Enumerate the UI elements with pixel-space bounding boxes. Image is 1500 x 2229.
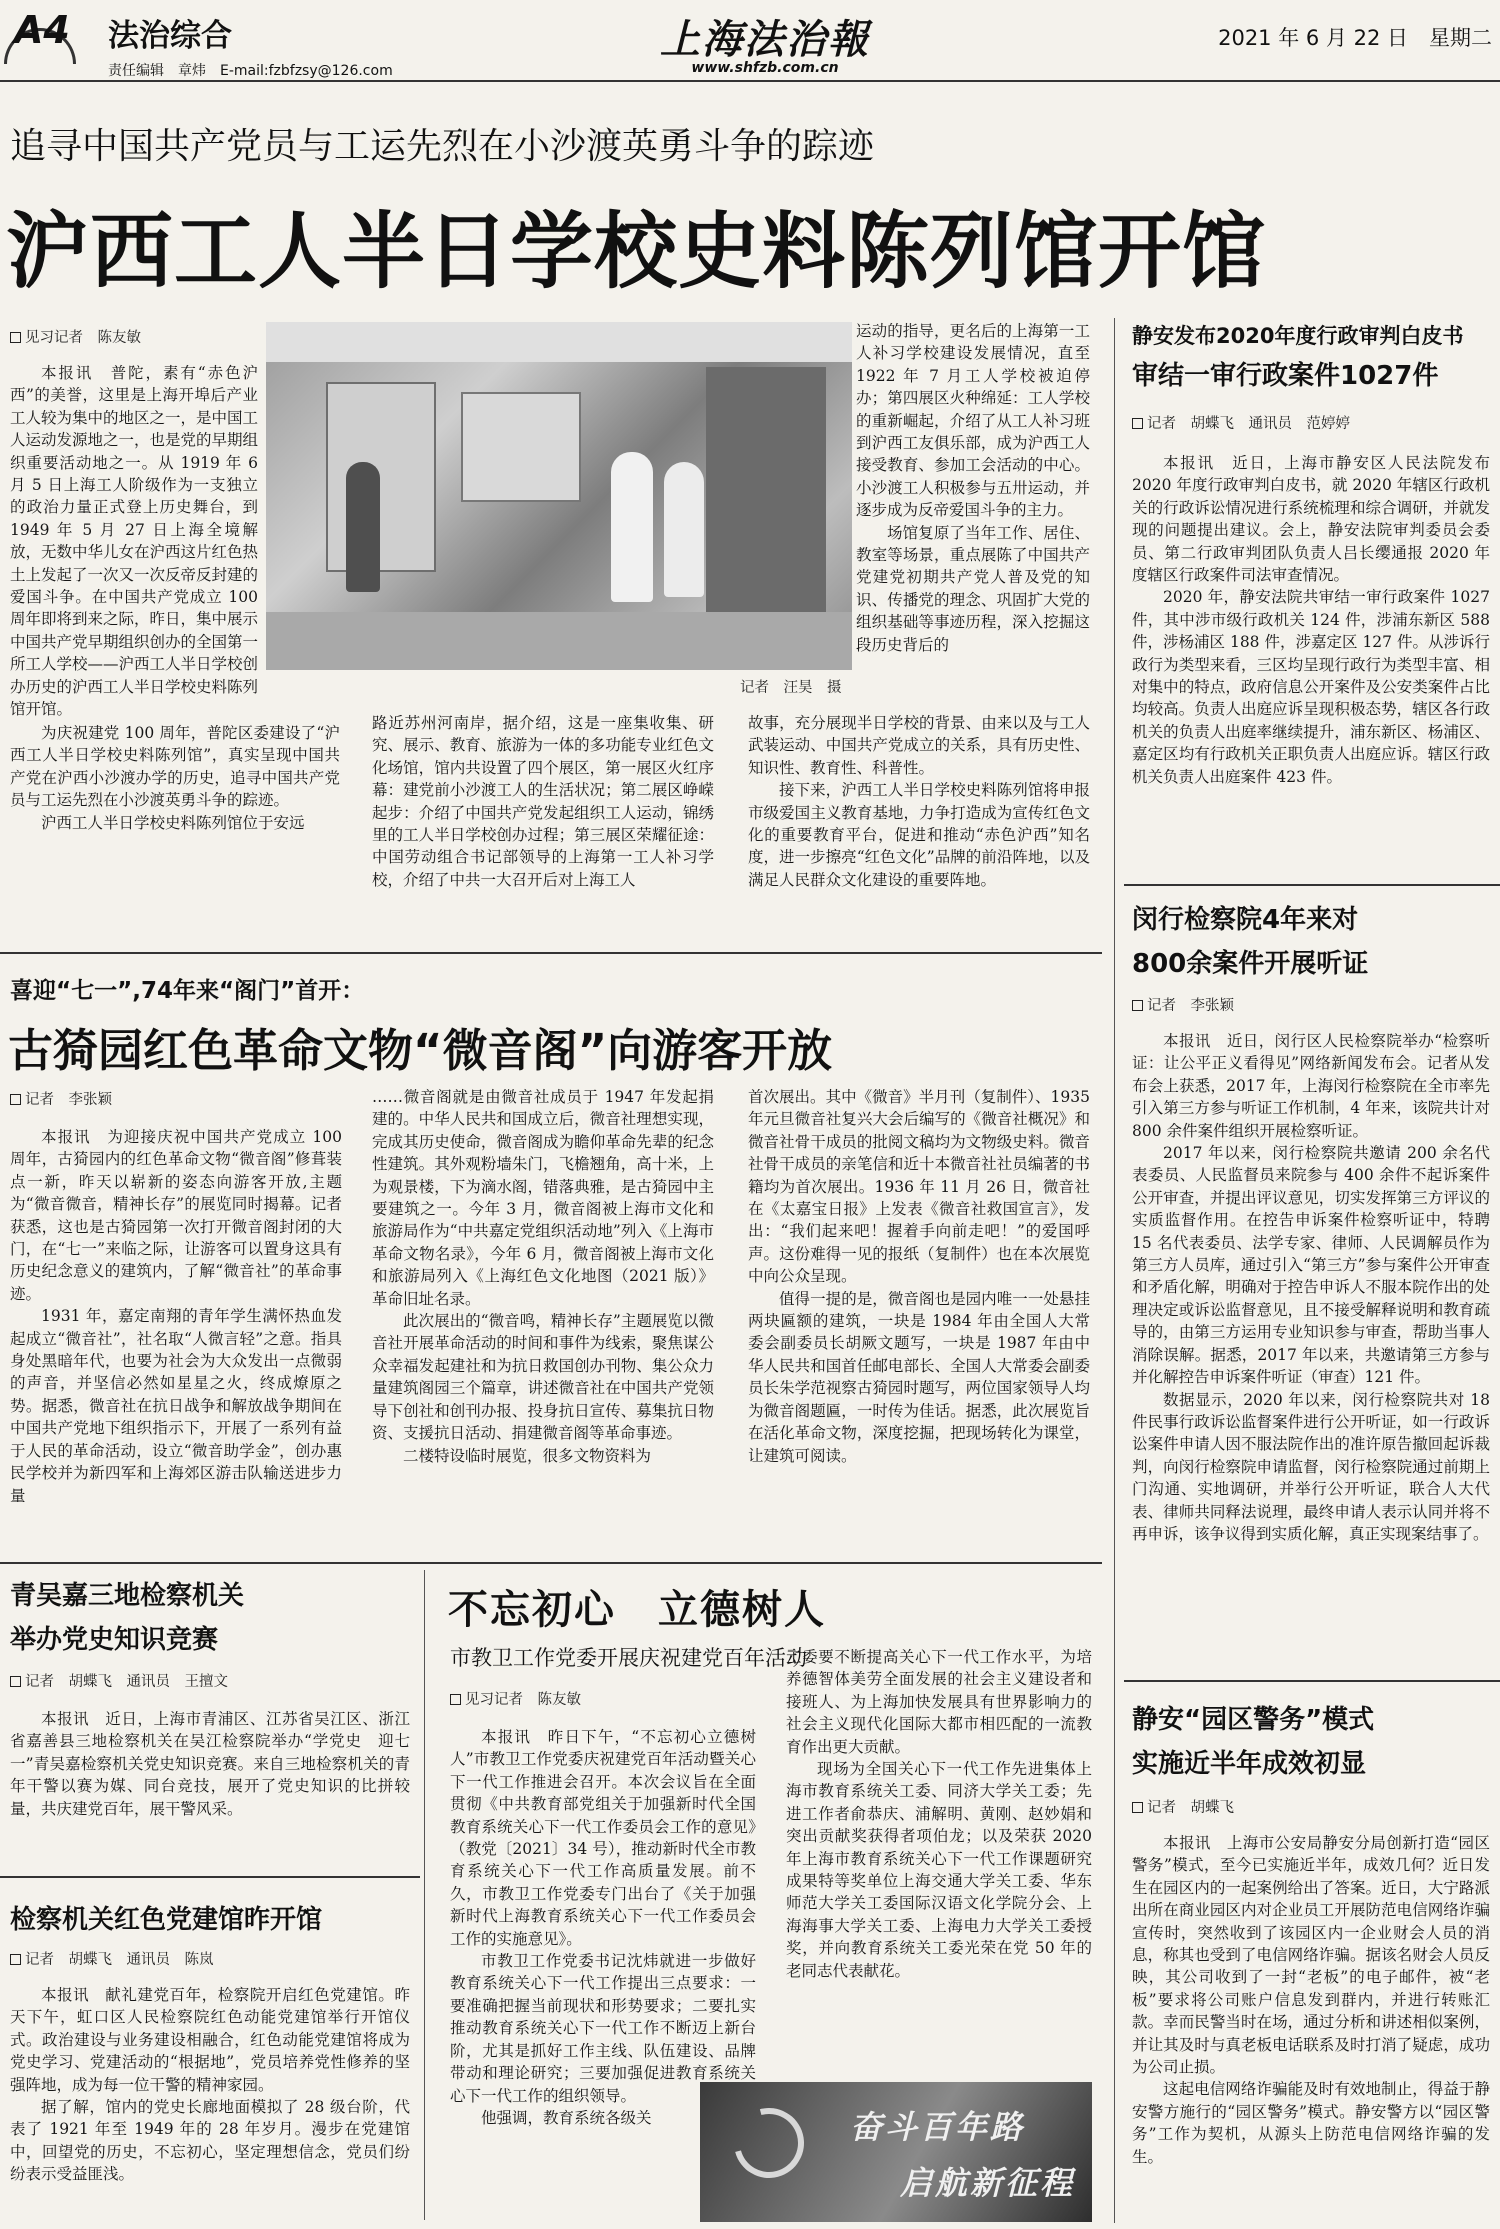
edu-subhead: 市教卫工作党委开展庆祝建党百年活动 xyxy=(450,1646,807,1670)
edu-byline: 见习记者 陈友敏 xyxy=(450,1688,581,1709)
second-col1: 本报讯 为迎接庆祝中国共产党成立 100 周年，古猗园内的红色革命文物“微音阁”修葺装点一新，昨天以崭新的姿态向游客开放,主题为“微音微音，精神长存”的展览同时揭幕。记者获悉，这也是古猗园第一次打开微音阁封闭的大门，在“七一”来临之际，让游客可以置身这具有历史纪念意义的建筑内，了解“微音社”的革命事迹。 1931 年，嘉定南翔的青年学生满怀热血发起成立“微音社”，社名取“人微言轻”之意。指具身处黑暗年代，也要为社会为大众发出一点微弱的声音，并坚信必然如星星之火，终成燎原之势。据悉，微音社在抗日战争和解放战争期间在中国共产党地下组织指示下，开展了一系列有益于人民的革命活动，设立“微音助学金”，创办惠民学校并为新四军和上海郊区游击队输送进步力量 xyxy=(10,1128,342,1505)
second-byline: 记者 李张颖 xyxy=(10,1088,112,1109)
redhall-byline: 记者 胡蝶飞 通讯员 陈岚 xyxy=(10,1948,214,1969)
jingan-text: 本报讯 近日，上海市静安区人民法院发布 2020 年度行政审判白皮书，就 2020 年辖区行政机关的行政诉讼情况进行系统梳理和综合调研，并就发现的问题提出建议。会上，静安法院审判委员会委员、第二行政审判团队负责人吕长缨通报 2020 年度辖区行政案件司法审查情况。 2020 年，静安法院共审结一审行政案件 1027 件，其中涉市级行政机关 124 件，涉浦东新区 588 件，涉杨浦区 188 件，涉嘉定区 127 件。从涉诉行政行为类型来看，三区均呈现行政行为类型丰富、相对集中的特点，政府信息公开案件及公安类案件占比均较高。负责人出庭应诉呈现积极态势，辖区各行政机关的负责人出庭率继续提升，浦东新区、杨浦区、嘉定区均有行政机关正职负责人出庭应诉。辖区行政机关负责人出庭案件 423 件。 xyxy=(1132,454,1490,786)
second-kicker: 喜迎“七一”,74年来“阁门”首开： xyxy=(10,978,365,1004)
lead-col2: 路近苏州河南岸，据介绍，这是一座集收集、研究、展示、教育、旅游为一体的多功能专业红色文化场馆，馆内共设置了四个展区，第一展区火红序幕：建党前小沙渡工人的生活状况；第二展区峥嵘起步：介绍了中国共产党发起组织工人运动，锦绣里的工人半日学校创办过程；第三展区荣耀征途：中国劳动组合书记部领导的上海第一工人补习学校，介绍了中共一大召开后对上海工人 xyxy=(372,714,714,889)
editor-line: 责任编辑 章炜 E-mail:fzbfzsy@126.com xyxy=(108,63,393,79)
page-header xyxy=(0,0,1500,78)
lead-headline: 沪西工人半日学校史料陈列馆开馆 xyxy=(6,203,1266,300)
website: www.shfzb.com.cn xyxy=(691,60,839,76)
second-headline: 古猗园红色革命文物“微音阁”向游客开放 xyxy=(8,1024,833,1077)
page-number-badge: A4 xyxy=(4,6,86,68)
minhang-headline: 闵行检察院4年来对 800余案件开展听证 xyxy=(1132,905,1369,979)
lead-col3-bottom: 故事，充分展现半日学校的背景、由来以及与工人武装运动、中国共产党成立的关系，具有历史性、知识性、教育性、科普性。 接下来，沪西工人半日学校史料陈列馆将申报市级爱国主义教育基地，力争打造成为宣传红色文化的重要教育平台，促进和推动“赤色沪西”知名度，进一步擦亮“红色文化”品牌的前沿阵地，以及满足人民群众文化建设的重要阵地。 xyxy=(748,714,1090,889)
qingwu-rule xyxy=(0,1876,420,1878)
lead-byline: 见习记者 陈友敏 xyxy=(10,326,141,347)
park-byline: 记者 胡蝶飞 xyxy=(1132,1796,1234,1817)
second-col2: ……微音阁就是由微音社成员于 1947 年发起捐建的。中华人民共和国成立后，微音社理想实现，完成其历史使命，微音阁成为瞻仰革命先辈的纪念性建筑。其外观粉墙朱门，飞檐翘角，高十米，上为观景楼，下为滴水阁，错落典雅，是古猗园中主要建筑之一。今年 3 月，微音阁被上海市文化和旅游局作为“中共嘉定党组织活动地”列入《上海市革命文物名录》，今年 6 月，微音阁被上海市文化和旅游局列入《上海红色文化地图（2021 版）》革命旧址名录。 此次展出的“微音鸣，精神长存”主题展览以微音社开展革命活动的时间和事件为线索，聚焦谋公众幸福发起建社和为抗日救国创办刊物、集公众力量建筑阁园三个篇章，讲述微音社在中国共产党领导下创社和创刊办报、投身抗日宣传、募集抗日物资、支援抗日活动、捐建微音阁等革命事迹。 二楼特设临时展览，很多文物资料为 xyxy=(372,1088,714,1465)
lead-col1-cont: 为庆祝建党 100 周年，普陀区委建设了“沪西工人半日学校史料陈列馆”，真实呈现中国共产党在沪西小沙渡办学的历史，追寻中国共产党员与工运先烈在小沙渡英勇斗争的踪迹。 沪西工人半日学校史料陈列馆位于安远 xyxy=(10,724,340,832)
minhang-rule xyxy=(1124,1680,1500,1682)
jingan-byline: 记者 胡蝶飞 通讯员 范婷婷 xyxy=(1132,412,1350,433)
lead-col3-top: 运动的指导，更名后的上海第一工人补习学校建设发展情况，直至 1922 年 7 月工人学校被迫停办；第四展区火种绵延：工人学校的重新崛起，介绍了从工人补习班到沪西工友俱乐部，成为沪西工人接受教育、参加工会活动的中心。小沙渡工人积极参与五卅运动，并逐步成为反帝爱国斗争的主力。 场馆复原了当年工作、居住、教室等场景，重点展陈了中国共产党建党初期共产党人普及党的知识、传播党的理念、巩固扩大党的组织基础等事迹历程，深入挖掘这段历史背后的 xyxy=(856,322,1090,654)
qingwu-text: 本报讯 近日，上海市青浦区、江苏省吴江区、浙江省嘉善县三地检察机关在吴江检察院举办“学党史 迎七一”青吴嘉检察机关党史知识竞赛。来自三地检察机关的青年干警以赛为媒、同台竞技，展开了党史知识的比拼较量，共庆建党百年，展干警风采。 xyxy=(10,1710,410,1818)
exhibition-photo xyxy=(266,322,852,670)
qingwu-headline: 青吴嘉三地检察机关 举办党史知识竞赛 xyxy=(10,1581,245,1655)
right-column-divider xyxy=(1114,318,1115,2223)
lead-bottom-rule xyxy=(0,952,1102,954)
party-emblem-icon xyxy=(721,2095,817,2191)
edu-col1: 本报讯 昨日下午，“不忘初心立德树人”市教卫工作党委庆祝建党百年活动暨关心下一代工作推进会召开。本次会议旨在全面贯彻《中共教育部党组关于加强新时代全国教育系统关心下一代工作委员会工作的意见》（教党〔2021〕34 号），推动新时代全市教育系统关心下一代工作高质量发展。前不久，市教卫工作党委专门出台了《关于加强新时代上海教育系统关心下一代工作委员会工作的实施意见》。 市教卫工作党委书记沈炜就进一步做好教育系统关心下一代工作提出三点要求：一要准确把握当前现状和形势要求；二要扎实推动教育系统关心下一代工作不断迈上新台阶，尤其是抓好工作主线、队伍建设、品牌带动和理论研究；三要加强促进教育系统关心下一代工作的组织领导。 他强调，教育系统各级关 xyxy=(450,1728,756,2127)
lead-kicker: 追寻中国共产党员与工运先烈在小沙渡英勇斗争的踪迹 xyxy=(10,126,875,167)
centenary-banner: 奋斗百年路 启航新征程 xyxy=(700,2082,1092,2222)
redhall-headline: 检察机关红色党建馆昨开馆 xyxy=(10,1905,323,1935)
jingan-headline: 静安发布2020年度行政审判白皮书 审结一审行政案件1027件 xyxy=(1132,324,1464,391)
section-title: 法治综合 xyxy=(108,18,232,54)
issue-date: 2021 年 6 月 22 日 星期二 xyxy=(1218,26,1492,50)
masthead-logo: 上海法治報 xyxy=(660,16,870,63)
edu-headline: 不忘初心 立德树人 xyxy=(448,1587,826,1633)
photo-credit: 记者 汪昊 摄 xyxy=(740,680,842,696)
edu-col2: 工委要不断提高关心下一代工作水平，为培养德智体美劳全面发展的社会主义建设者和接班人、为上海加快发展具有世界影响力的社会主义现代化国际大都市相匹配的一流教育作出更大贡献。 现场为全国关心下一代工作先进集体上海市教育系统关工委、同济大学关工委；先进工作者俞恭庆、浦解明、黄刚、赵妙娟和突出贡献奖获得者项伯龙；以及荣获 2020 年上海市教育系统关心下一代工作课题研究成果特等奖单位上海交通大学关工委、华东师范大学关工委国际汉语文化学院分会、上海海事大学关工委、上海电力大学关工委授奖，并向教育系统关工委光荣在党 50 年的老同志代表献花。 xyxy=(786,1648,1092,1980)
minhang-text: 本报讯 近日，闵行区人民检察院举办“检察听证：让公平正义看得见”网络新闻发布会。记者从发布会上获悉，2017 年，上海闵行检察院在全市率先引入第三方参与听证工作机制，4 年来，该院共计对 800 余件案件组织开展检察听证。 2017 年以来，闵行检察院共邀请 200 余名代表委员、人民监督员来院参与 400 余件不起诉案件公开审查，并提出评议意见，切实发挥第三方评议的实质监督作用。在控告申诉案件检察听证中，特聘 15 名代表委员、法学专家、律师、人民调解员作为第三方人员库，通过引入“第三方”参与案件公开审查和矛盾化解，明确对于控告申诉人不服本院作出的处理决定或诉讼监督意见，且不接受解释说明和教育疏导的，由第三方运用专业知识参与审查，帮助当事人消除误解。据悉，2017 年以来，共邀请第三方参与并化解控告申诉案件听证（审查）121 件。 数据显示，2020 年以来，闵行检察院共对 18 件民事行政诉讼监督案件进行公开听证，如一行政诉讼案件申请人因不服法院作出的准许原告撤回起诉裁判，向闵行检察院申请监督，闵行检察院通过前期上门沟通、实地调研，并举行公开听证，联合人大代表、律师共同释法说理，最终申请人表示认同并将不再申诉，该争议得到实质化解，真正实现案结事了。 xyxy=(1132,1032,1490,1543)
lower-divider xyxy=(424,1570,425,2220)
park-text: 本报讯 上海市公安局静安分局创新打造“园区警务”模式，至今已实施近半年，成效几何？近日发生在园区内的一起案例给出了答案。近日，大宁路派出所在商业园区内对企业员工开展防范电信网络诈骗宣传时，突然收到了该园区内一企业财会人员的消息，称其也受到了电信网络诈骗。据该名财会人员反映，其公司收到了一封“老板”的电子邮件，被“老板”要求将公司账户信息发到群内，并进行转账汇款。幸而民警当时在场，通过分析和讲述相似案例，并让其及时与真老板电话联系及时打消了疑虑，成功为公司止损。 这起电信网络诈骗能及时有效地制止，得益于静安警方施行的“园区警务”模式。静安警方以“园区警务”工作为契机，从源头上防范电信网络诈骗的发生。 xyxy=(1132,1834,1490,2166)
second-bottom-rule xyxy=(0,1562,1102,1564)
minhang-byline: 记者 李张颖 xyxy=(1132,994,1234,1015)
lead-col1: 本报讯 普陀，素有“赤色沪西”的美誉，这里是上海开埠后产业工人较为集中的地区之一，是中国工人运动发源地之一，也是党的早期组织重要活动地之一。从 1919 年 6 月 5 日上海工人阶级作为一支独立的政治力量正式登上历史舞台，到 1949 年 5 月 27 日上海全境解放，无数中华儿女在沪西这片红色热土上发起了一次又一次反帝反封建的爱国斗争。在中国共产党成立 100 周年即将到来之际，昨日，集中展示中国共产党早期组织创办的全国第一所工人学校——沪西工人半日学校创办历史的沪西工人半日学校史料陈列馆开馆。 xyxy=(10,364,259,719)
header-rule xyxy=(0,80,1500,82)
redhall-text: 本报讯 献礼建党百年，检察院开启红色党建馆。昨天下午，虹口区人民检察院红色动能党建馆举行开馆仪式。政治建设与业务建设相融合，红色动能党建馆将成为党史学习、党建活动的“根据地”，党员培养党性修养的坚强阵地，成为每一位干警的精神家园。 据了解，馆内的党史长廊地面模拟了 28 级台阶，代表了 1921 年至 1949 年的 28 年岁月。漫步在党建馆中，回望党的历史，不忘初心，坚定理想信念，党员们纷纷表示受益匪浅。 xyxy=(10,1986,410,2184)
jingan-rule xyxy=(1124,884,1500,886)
park-headline: 静安“园区警务”模式 实施近半年成效初显 xyxy=(1132,1705,1375,1779)
second-col3: 首次展出。其中《微音》半月刊（复制件）、1935 年元旦微音社复兴大会后编写的《微音社概况》和微音社骨干成员的批阅文稿均为文物级史料。微音社骨干成员的亲笔信和近十本微音社社员编著的书籍均为首次展出。1936 年 11 月 26 日，微音社在《太嘉宝日报》上发表《微音社救国宣言》，发出：“我们起来吧！握着手向前走吧！”的爱国呼声。这份难得一见的报纸（复制件）也在本次展览中向公众呈现。 值得一提的是，微音阁也是园内唯一一处悬挂两块匾额的建筑，一块是 1984 年由全国人大常委会副委员长胡厥文题写，一块是 1987 年由中华人民共和国首任邮电部长、全国人大常委会副委员长朱学范视察古猗园时题写，两位国家领导人均为微音阁题匾，一时传为佳话。据悉，此次展览旨在活化革命文物，深度挖掘，把现场转化为课堂，让建筑可阅读。 xyxy=(748,1088,1090,1465)
qingwu-byline: 记者 胡蝶飞 通讯员 王擅文 xyxy=(10,1670,228,1691)
